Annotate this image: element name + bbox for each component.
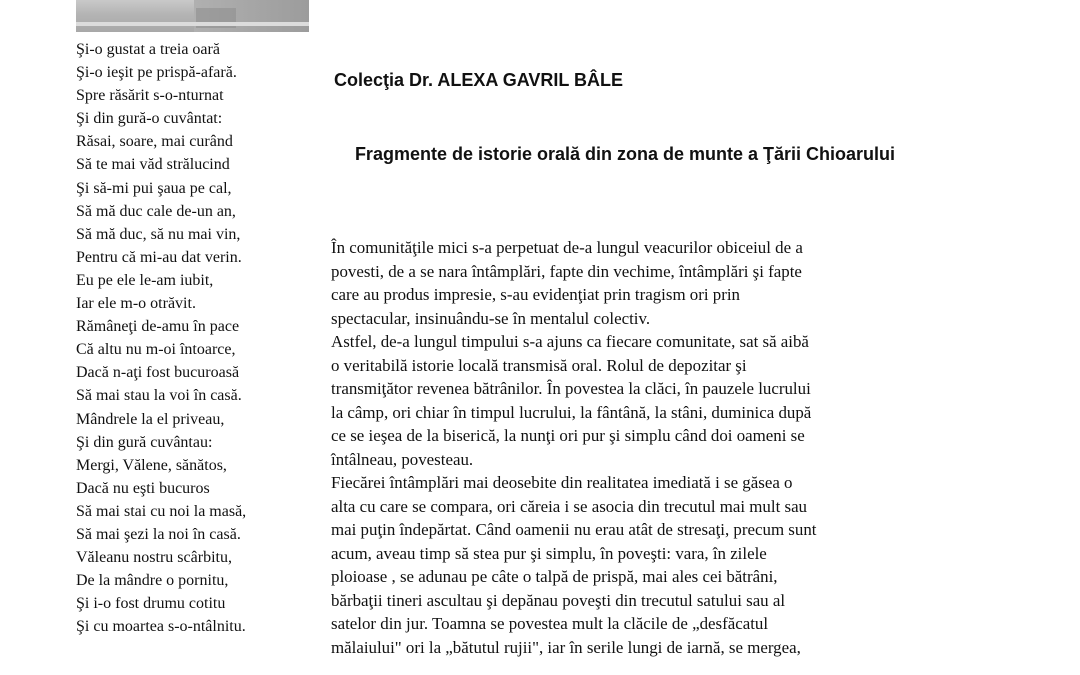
article-line: povesti, de a se nara întâmplări, fapte din vechime, întâmplări şi fapte xyxy=(331,261,802,281)
poem-line: Să mai stai cu noi la masă, xyxy=(76,502,247,520)
poem-line: De la mândre o pornitu, xyxy=(76,572,229,590)
poem-line: Rămâneţi de-amu în pace xyxy=(76,318,240,336)
poem-line: Iar ele m-o otrăvit. xyxy=(76,295,196,313)
poem-line: Să te mai văd strălucind xyxy=(76,156,230,174)
article-line: bărbaţii tineri ascultau şi depănau poveşti din trecutul satului sau al xyxy=(331,590,786,610)
poem-line: Că altu nu m-oi întoarce, xyxy=(76,341,236,359)
poem-line: Mândrele la el priveau, xyxy=(76,410,225,428)
poem-line: Să mai şezi la noi în casă. xyxy=(76,525,241,543)
poem-line: Şi să-mi pui şaua pe cal, xyxy=(76,179,232,197)
article-line: acum, aveau timp să stea pur şi simplu, în poveşti: vara, în zilele xyxy=(331,543,767,563)
poem-line: Pentru că mi-au dat verin. xyxy=(76,248,242,266)
poem-line: Şi-o ieşit pe prispă-afară. xyxy=(76,64,237,82)
article-line: Astfel, de-a lungul timpului s-a ajuns ca fiecare comunitate, sat să aibă xyxy=(331,332,809,351)
article-line: o veritabilă istorie locală transmisă oral. Rolul de depozitar şi xyxy=(331,355,747,375)
article-line: mălaiului" ori la „bătutul rujii", iar în serile lungi de iarnă, se mergea, xyxy=(331,637,801,657)
poem-line: Să mă duc, să nu mai vin, xyxy=(76,225,241,243)
poem-line: Şi-o gustat a treia oară xyxy=(76,41,220,58)
poem-line: Mergi, Vălene, sănătos, xyxy=(76,456,227,474)
photo-fragment xyxy=(76,0,309,32)
article-line: ploioase , se adunau pe câte o talpă de prispă, mai ales cei bătrâni, xyxy=(331,567,778,586)
article-line: la câmp, ori chiar în timpul lucrului, la fântână, la stâni, duminica după xyxy=(331,402,812,422)
article-line: spectacular, insinuându-se în mentalul colectiv. xyxy=(331,308,651,328)
article-line: alta cu care se compara, ori căreia i se asocia din trecutul mai mult sau xyxy=(331,496,808,516)
article-body xyxy=(331,236,931,659)
article-line: mai puţin îndepărtat. Când oamenii nu erau atât de stresaţi, precum sunt xyxy=(331,520,817,539)
poem-line: Şi cu moartea s-o-ntâlnitu. xyxy=(76,618,246,636)
poem-line: Să mă duc cale de-un an, xyxy=(76,202,236,220)
article-line: În comunităţile mici s-a perpetuat de-a lungul veacurilor obiceiul de a xyxy=(331,238,803,257)
poem-line: Dacă nu eşti bucuros xyxy=(76,479,210,497)
poem-line: Şi i-o fost drumu cotitu xyxy=(76,595,226,613)
poem-line: Şi din gură-o cuvântat: xyxy=(76,110,223,128)
collection-heading: Colecţia Dr. ALEXA GAVRIL BÂLE xyxy=(334,70,624,90)
article-line: ce se ieşea de la biserică, la nunţi ori pur şi simplu când doi oameni se xyxy=(331,426,805,445)
poem-line: Dacă n-aţi fost bucuroasă xyxy=(76,364,240,382)
poem-line: Eu pe ele le-am iubit, xyxy=(76,271,214,289)
article-line: satelor din jur. Toamna se povestea mult la clăcile de „desfăcatul xyxy=(331,614,769,633)
article-line: care au produs impresie, s-au evidenţiat prin tragism ori prin xyxy=(331,285,741,304)
article-line: transmiţător revenea bătrânilor. În povestea la clăci, în pauzele lucrului xyxy=(331,379,811,398)
poem-line: Răsai, soare, mai curând xyxy=(76,133,233,151)
poem-line: Să mai stau la voi în casă. xyxy=(76,387,242,405)
article-title: Fragmente de istorie orală din zona de munte a Ţării Chioarului xyxy=(354,144,896,164)
poem-line: Spre răsărit s-o-nturnat xyxy=(76,87,224,105)
article-line: Fiecărei întâmplări mai deosebite din realitatea imediată i se găsea o xyxy=(331,473,793,492)
photo-ridge xyxy=(76,22,309,26)
poem-column xyxy=(76,38,316,638)
poem-line: Văleanu nostru scârbitu, xyxy=(76,549,232,567)
article-line: întâlneau, povesteau. xyxy=(331,449,474,469)
poem-line: Şi din gură cuvântau: xyxy=(76,433,213,451)
